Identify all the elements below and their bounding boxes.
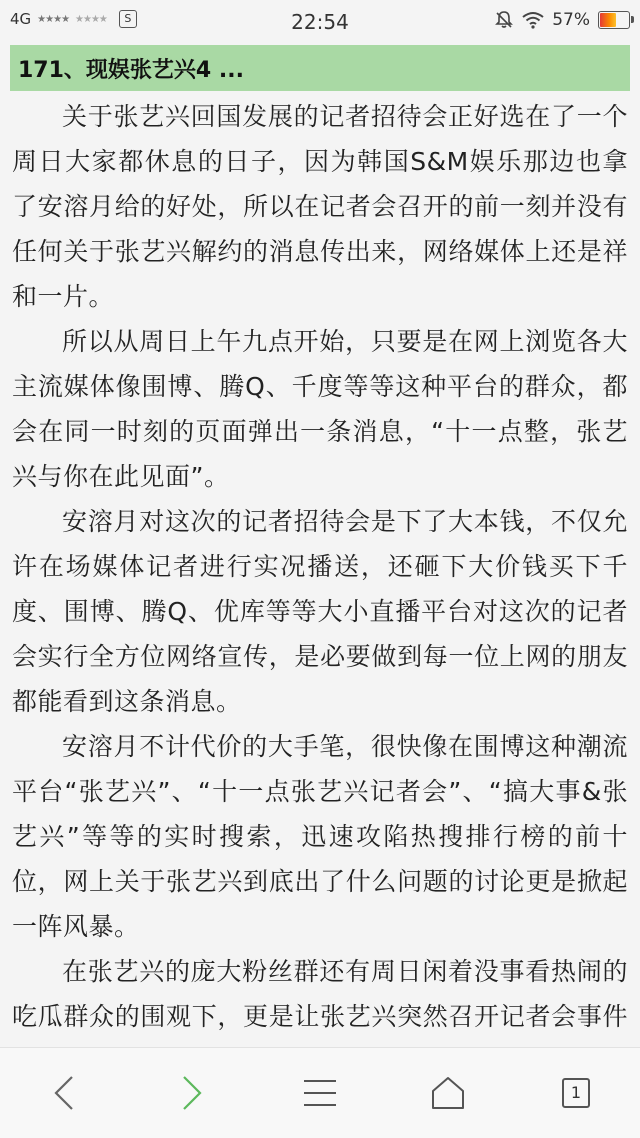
tabs-button[interactable] (536, 1063, 616, 1123)
paragraph: 关于张艺兴回国发展的记者招待会正好选在了一个周日大家都休息的日子，因为韩国S&M娱乐那边也拿了安溶月给的好处，所以在记者会召开的前一刻并没有任何关于张艺兴解约的消息传出来，网络媒体上还是祥和一片。 (12, 102, 628, 311)
back-button[interactable] (24, 1063, 104, 1123)
bottom-navigation (0, 1047, 640, 1138)
chapter-title: 171、现娱张艺兴4 ... (10, 45, 630, 91)
clock: 22:54 (291, 10, 349, 34)
tab-count-icon: 1 (562, 1078, 590, 1108)
network-type: 4G (10, 10, 32, 28)
forward-button[interactable] (152, 1063, 232, 1123)
menu-button[interactable] (280, 1063, 360, 1123)
chevron-left-icon (52, 1075, 76, 1111)
signal-strength-icon: ★★★★ (37, 13, 70, 25)
home-icon (430, 1076, 466, 1110)
chevron-right-icon (180, 1075, 204, 1111)
battery-fill (600, 13, 616, 27)
home-button[interactable] (408, 1063, 488, 1123)
status-bar (0, 0, 640, 44)
reader-content[interactable] (12, 94, 628, 1034)
notification-badge-icon: S (119, 10, 137, 28)
hamburger-menu-icon (302, 1078, 338, 1108)
paragraph: 在张艺兴的庞大粉丝群还有周日闲着没事看热闹的吃瓜群众的围观下，更是让张艺兴突然召开记者会事件 (12, 957, 628, 1031)
wifi-icon (522, 11, 544, 29)
battery-icon (598, 11, 630, 29)
mute-bell-icon (494, 10, 514, 30)
signal-strength-2-icon: ★★★★ (75, 13, 107, 25)
paragraph: 所以从周日上午九点开始，只要是在网上浏览各大主流媒体像围博、腾Q、千度等等这种平台的群众，都会在同一时刻的页面弹出一条消息，“十一点整，张艺兴与你在此见面”。 (12, 327, 628, 491)
battery-percent: 57% (552, 10, 590, 30)
paragraph: 安溶月不计代价的大手笔，很快像在围博这种潮流平台“张艺兴”、“十一点张艺兴记者会”、“搞大事&张艺兴”等等的实时搜索，迅速攻陷热搜排行榜的前十位，网上关于张艺兴到底出了什么问题的讨论更是掀起一阵风暴。 (12, 732, 628, 941)
paragraph: 安溶月对这次的记者招待会是下了大本钱，不仅允许在场媒体记者进行实况播送，还砸下大价钱买下千度、围博、腾Q、优库等等大小直播平台对这次的记者会实行全方位网络宣传，是必要做到每一位上网的朋友都能看到这条消息。 (12, 507, 628, 716)
status-right (494, 10, 630, 30)
